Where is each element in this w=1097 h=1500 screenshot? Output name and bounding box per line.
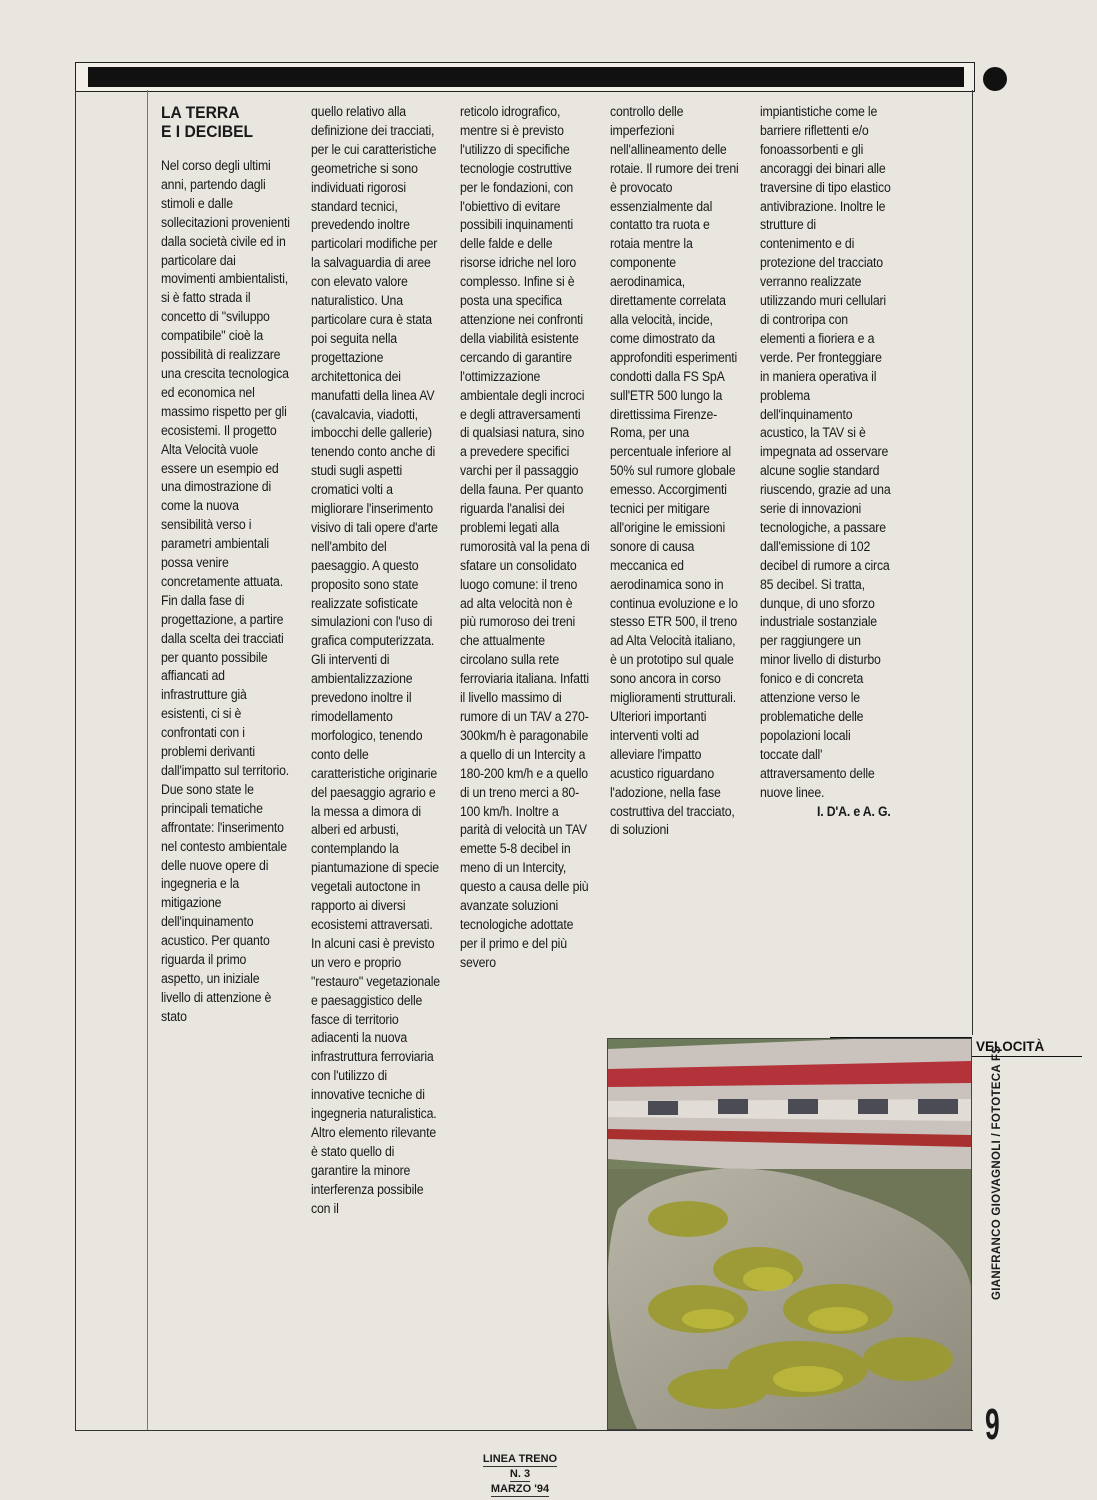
section-underline (972, 1056, 1082, 1057)
article-column-4 (610, 103, 741, 840)
header-black-bar (88, 67, 964, 87)
article-column-1 (161, 103, 292, 1027)
article-column-3 (460, 103, 591, 973)
article-column-2 (311, 103, 442, 1218)
page-number: 9 (985, 1400, 1000, 1449)
article-text-col-3: reticolo idrografico, mentre si è previsto l'utilizzo di specifiche tecnologie costruttive per le fondazioni, con l'obiettivo di evitare possibili inquinamenti delle falde e delle risorse idriche nel loro complesso. Infine si è posta una specifica attenzione nei confronti della viabilità esistente cercando di garantire l'ottimizzazione ambientale degli incroci e degli attraversamenti di qualsiasi natura, sino a prevedere specifici varchi per il passaggio della fauna. Per quanto riguarda l'analisi dei problemi legati alla rumorosità val la pena di sfatare un consolidato luogo comune: il treno ad alta velocità non è più rumoroso dei treni che attualmente circolano sulla rete ferroviaria italiana. Infatti il livello massimo di rumore di un TAV a 270-300km/h è paragonabile a quello di un Intercity a 180-200 km/h e a quello di un treno merci a 80-100 km/h. Inoltre a parità di velocità un TAV emette 5-8 decibel in meno di un Intercity, questo a causa delle più avanzate soluzioni tecnologiche adottate per il primo e del più severo (460, 104, 590, 970)
section-label-velocita: VELOCITÀ (976, 1039, 1045, 1054)
article-text-col-2: quello relativo alla definizione dei tracciati, per le cui caratteristiche geometriche si sono individuati rigorosi standard tecnici, prevedendo inoltre particolari modifiche per la salvaguardia di aree con elevato valore naturalistico. Una particolare cura è stata poi seguita nella progettazione architettonica dei manufatti della linea AV (cavalcavia, viadotti, imbocchi delle gallerie) tenendo conto anche di studi sugli aspetti cromatici volti a migliorare l'inserimento visivo di tali opere d'arte nell'ambito del paesaggio. A questo proposito sono state realizzate sofisticate simulazioni con l'uso di grafica computerizzata. Gli interventi di ambientalizzazione prevedono inoltre il rimodellamento morfologico, tenendo conto delle caratteristiche originarie del paesaggio agrario e la messa a dimora di alberi ed arbusti, contemplando la piantumazione di specie vegetali autoctone in rapporto ai diversi ecosistemi attraversati. In alcuni casi è previsto un vero e proprio "restauro" vegetazionale e paesaggistico delle fasce di territorio adiacenti la nuova infrastruttura ferroviaria con l'utilizzo di innovative tecniche di ingegneria naturalistica. Altro elemento rilevante è stato quello di garantire la minore interferenza possibile con il (311, 104, 440, 1216)
article-signature: I. D'A. e A. G. (816, 803, 891, 819)
train-photo (607, 1038, 972, 1430)
article-text-col-4: controllo delle imperfezioni nell'allineamento delle rotaie. Il rumore dei treni è provocato essenzialmente dal contatto tra ruota e rotaia mentre la componente aerodinamica, direttamente correlata alla velocità, incide, come dimostrato da approfonditi esperimenti condotti dalla FS SpA sull'ETR 500 lungo la direttissima Firenze-Roma, per una percentuale inferiore al 50% sul rumore globale emesso. Accorgimenti tecnici per mitigare all'origine le emissioni sonore di causa meccanica ed aerodinamica sono in continua evoluzione e lo stesso ETR 500, il treno ad Alta Velocità italiano, è un prototipo sul quale sono ancora in corso miglioramenti strutturali. Ulteriori importanti interventi volti ad alleviare l'impatto acustico riguardano l'adozione, nella fase costruttiva del tracciato, di soluzioni (610, 104, 739, 838)
frame-inner-rule (147, 90, 148, 1430)
article-title-line-1: LA TERRA (161, 103, 240, 122)
article-title (161, 103, 292, 141)
magazine-footer (470, 1452, 570, 1497)
photo-credit: GIANFRANCO GIOVAGNOLI / FOTOTECA FS (991, 1045, 1003, 1300)
article-text-col-1: Nel corso degli ultimi anni, partendo dagli stimoli e dalle sollecitazioni provenienti dalla società civile ed in particolare dai movimenti ambientalisti, si è fatto strada il concetto di "sviluppo compatibile" cioè la possibilità di realizzare una crescita tecnologica ed economica nel massimo rispetto per gli ecosistemi. Il progetto Alta Velocità vuole essere un esempio ed una dimostrazione di come la nuova sensibilità verso i parametri ambientali possa venire concretamente attuata. Fin dalla fase di progettazione, a partire dalla scelta dei tracciati per quanto possibile affiancati ad infrastrutture già esistenti, ci si è confrontati con i problemi derivanti dall'impatto sul territorio. Due sono state le principali tematiche affrontate: l'inserimento nel contesto ambientale delle nuove opere di ingegneria e la mitigazione dell'inquinamento acustico. Per quanto riguarda il primo aspetto, un iniziale livello di attenzione è stato (161, 158, 290, 1024)
article-column-5 (760, 103, 891, 821)
article-title-line-2: E I DECIBEL (161, 122, 254, 141)
footer-issue-number: N. 3 (509, 1468, 531, 1480)
bullet-dot (983, 67, 1007, 91)
frame-right-rule (972, 90, 973, 1035)
footer-magazine-name: LINEA TRENO (482, 1453, 558, 1465)
train-photo-image (608, 1039, 972, 1430)
footer-issue-date: MARZO '94 (490, 1483, 550, 1495)
frame-left-rule (75, 90, 76, 1430)
frame-bottom-rule (75, 1430, 973, 1431)
article-text-col-5: impiantistiche come le barriere riflettenti e/o fonoassorbenti e gli ancoraggi dei binari alle traversine di tipo elastico antivibrazione. Inoltre le strutture di contenimento e di protezione del tracciato verranno realizzate utilizzando muri cellulari di controripa con elementi a fioriera e a verde. Per fronteggiare in maniera operativa il problema dell'inquinamento acustico, la TAV si è impegnata ad osservare alcune soglie standard riuscendo, grazie ad una serie di innovazioni tecnologiche, a passare dall'emissione di 102 decibel di rumore a circa 85 decibel. Si tratta, dunque, di uno sforzo industriale sostanziale per raggiungere un minor livello di disturbo fonico e di concreta attenzione verso le problematiche delle popolazioni locali toccate dall' attraversamento delle nuove linee. (760, 104, 891, 800)
